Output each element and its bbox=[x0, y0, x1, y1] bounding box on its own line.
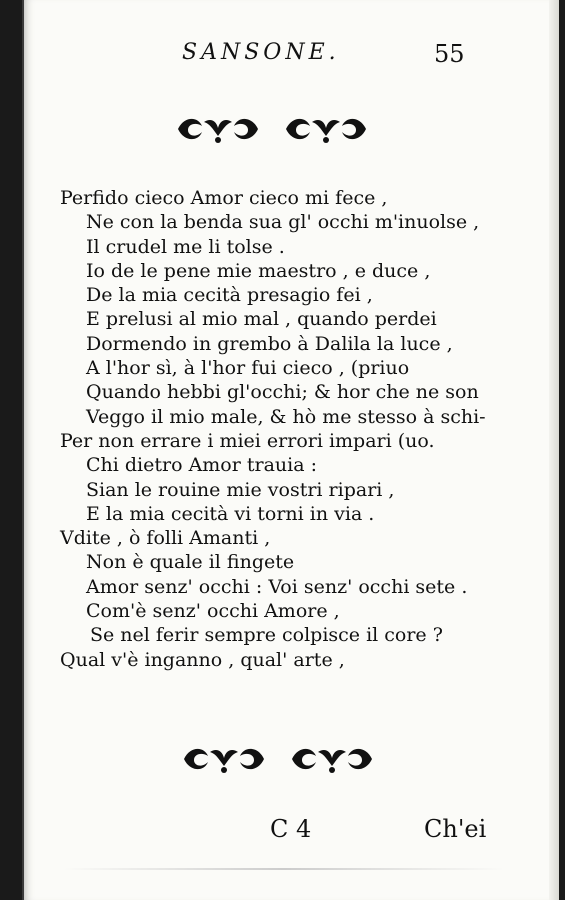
verse-line: Amor senz' occhi : Voi senz' occhi sete . bbox=[86, 575, 468, 598]
bottom-ornament bbox=[180, 742, 376, 776]
fleuron-icon bbox=[288, 742, 376, 776]
verse-line: Ne con la benda sua gl' occhi m'inuolse , bbox=[86, 211, 480, 234]
verse-line: Vdite , ò folli Amanti , bbox=[60, 527, 271, 550]
fleuron-icon bbox=[180, 742, 268, 776]
verse-line: E prelusi al mio mal , quando perdei bbox=[86, 308, 437, 331]
book-page bbox=[22, 0, 559, 900]
verse-line: Sian le rouine mie vostri ripari , bbox=[86, 478, 395, 501]
signature-mark: C 4 bbox=[270, 815, 312, 843]
verse-line: Com'è senz' occhi Amore , bbox=[86, 600, 340, 623]
verse-line: Per non errare i miei errori impari (uo. bbox=[60, 429, 435, 452]
verse-line: Non è quale il fingete bbox=[86, 551, 295, 574]
fleuron-icon bbox=[282, 112, 370, 146]
verse-line: Il crudel me li tolse . bbox=[86, 235, 285, 258]
verse-line: Quando hebbi gl'occhi; & hor che ne son bbox=[86, 381, 479, 404]
verse-line: E la mia cecità vi torni in via . bbox=[86, 502, 375, 525]
fleuron-icon bbox=[174, 112, 262, 146]
verse-line: Chi dietro Amor trauia : bbox=[86, 454, 317, 477]
verse-line: De la mia cecità presagio fei , bbox=[86, 284, 373, 307]
catchword: Ch'ei bbox=[424, 815, 487, 843]
verse-line: Veggo il mio male, & hò me stesso à schi- bbox=[86, 405, 486, 428]
verse-line: Perfido cieco Amor cieco mi fece , bbox=[60, 187, 388, 209]
verse-line: Dormendo in grembo à Dalila la luce , bbox=[86, 332, 453, 355]
top-ornament bbox=[174, 112, 370, 146]
verse-line: Io de le pene mie maestro , e duce , bbox=[86, 259, 431, 282]
running-head-title: SANSONE. bbox=[182, 40, 340, 65]
page-smudge bbox=[64, 868, 504, 870]
page-number: 55 bbox=[434, 40, 465, 68]
page-edge bbox=[549, 0, 559, 900]
verse-line: A l'hor sì, à l'hor fui cieco , (priuo bbox=[86, 357, 410, 380]
verse-line: Qual v'è inganno , qual' arte , bbox=[60, 648, 345, 671]
verse-line: Se nel ferir sempre colpisce il core ? bbox=[90, 624, 443, 647]
poem-text bbox=[60, 186, 530, 672]
